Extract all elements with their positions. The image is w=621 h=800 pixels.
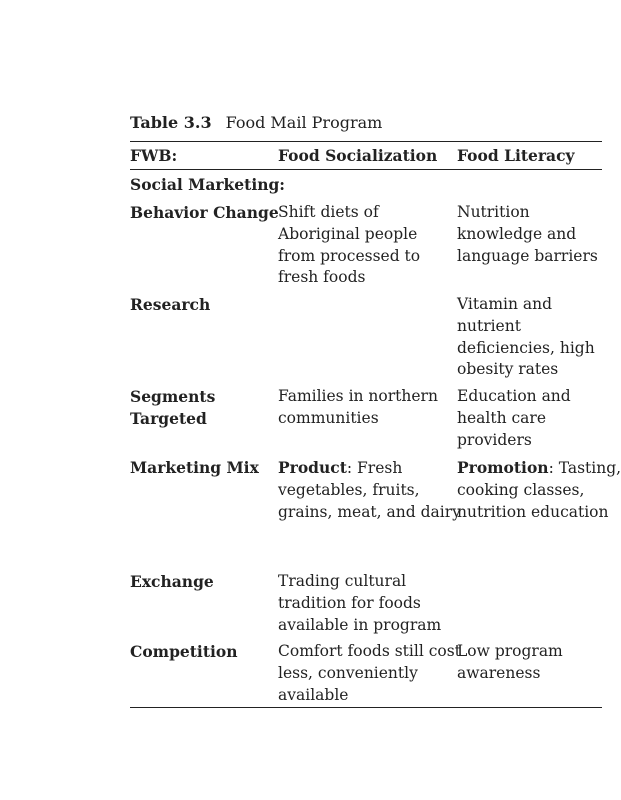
text-line: Comfort foods still cost [278,642,461,660]
header-food-socialization: Food Socialization [278,146,438,165]
research-food-literacy [457,294,595,381]
text-line: language barriers [457,246,598,265]
text-line: providers [457,430,532,449]
marketing-term-promotion: Promotion [457,458,549,477]
behavior-change-food-socialization [278,202,420,289]
table-title: Food Mail Program [225,113,383,132]
competition-food-literacy [457,641,563,685]
label-line: Behavior Change [130,203,279,222]
text-fragment: : Tasting, [548,459,621,477]
table-number: Table 3.3 [130,113,212,132]
header-food-literacy: Food Literacy [457,146,575,165]
top-rule [130,141,602,142]
header-fwb: FWB: [130,146,178,165]
text-line: awareness [457,663,541,682]
marketing-mix-food-socialization [278,457,461,523]
text-line [457,457,621,480]
text-line: nutrient [457,316,521,335]
section-label: Social Marketing: [130,175,286,194]
text-line: health care [457,408,546,427]
text-line: Education and [457,387,571,405]
text-line: knowledge and [457,224,577,243]
text-line: deficiencies, high [457,338,595,357]
text-line: nutrition education [457,502,609,521]
row-label-segments-targeted [130,386,215,430]
exchange-food-socialization [278,571,441,636]
segments-targeted-food-socialization [278,386,438,430]
text-line: fresh foods [278,268,366,287]
row-label-behavior-change [130,202,279,224]
label-line: Targeted [130,408,207,428]
text-line: Low program [457,642,563,660]
row-label-research [130,294,210,316]
text-line: Vitamin and [457,295,553,313]
text-line: available in program [278,615,442,634]
text-line: from processed to [278,246,421,265]
text-line: tradition for foods [278,593,421,612]
segments-targeted-food-literacy [457,386,571,451]
label-line: Exchange [130,572,214,591]
label-line: Research [130,295,211,314]
bottom-rule [130,707,602,708]
text-line [278,457,461,480]
text-line: Families in northern [278,387,438,405]
behavior-change-food-literacy [457,202,598,267]
text-line: available [278,685,349,704]
text-line: obesity rates [457,360,559,379]
row-label-marketing-mix [130,457,259,479]
text-line: communities [278,408,379,427]
row-label-competition [130,641,237,663]
label-line: Marketing Mix [130,458,259,477]
header-rule [130,169,602,170]
text-line: cooking classes, [457,480,585,499]
text-line: Nutrition [457,203,530,221]
text-line: grains, meat, and dairy [278,502,461,521]
label-line: Segments [130,387,216,406]
text-line: Shift diets of [278,203,379,221]
text-line: less, conveniently [278,663,418,682]
text-line: Aboriginal people [278,224,418,243]
marketing-term-product: Product [278,458,347,477]
text-line: Trading cultural [278,572,407,590]
text-line: vegetables, fruits, [278,480,420,499]
table-caption [130,113,382,132]
marketing-mix-food-literacy [457,457,621,523]
row-label-exchange [130,571,214,593]
competition-food-socialization [278,641,461,706]
text-fragment: : Fresh [346,459,403,477]
label-line: Competition [130,642,238,661]
